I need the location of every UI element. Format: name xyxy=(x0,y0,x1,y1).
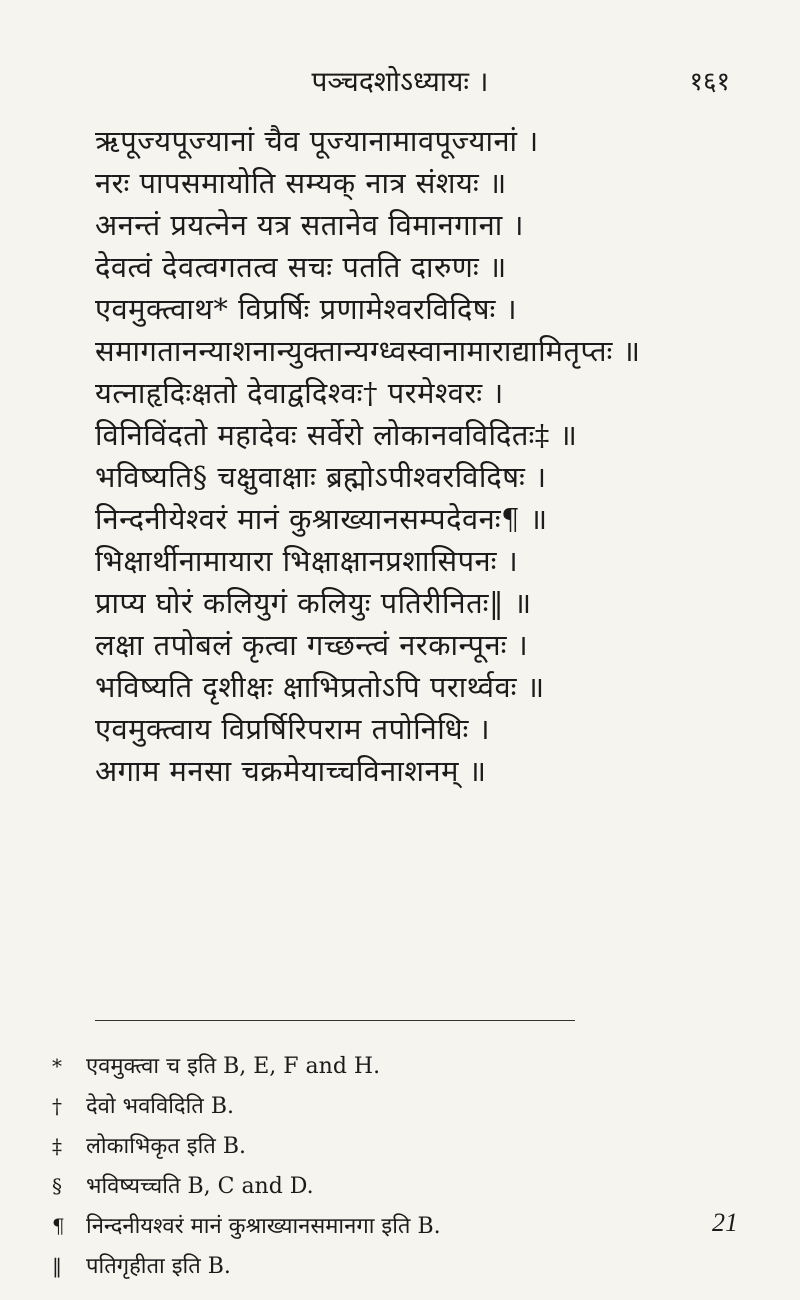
verse-line: निन्दनीयेश्वरं मानं कुश्राख्यानसम्पदेवनः¶ ॥ xyxy=(95,502,548,536)
footnote-text: निन्दनीयश्वरं मानं कुश्राख्यानसमानगा इति B. xyxy=(86,1214,441,1239)
footnote-text: देवो भवविदिति B. xyxy=(86,1094,235,1119)
verse-line: यत्नाहृदिःक्षतो देवाद्वदिश्वः† परमेश्वरः । xyxy=(95,376,504,410)
footnote xyxy=(52,1166,702,1206)
footnote-mark: § xyxy=(52,1174,62,1198)
chapter-title: पञ्चदशोऽध्यायः । xyxy=(311,65,489,98)
footnote xyxy=(52,1086,702,1126)
verse-line: ऋपूज्यपूज्यानां चैव पूज्यानामावपूज्यानां । xyxy=(95,124,539,158)
verse-line: विनिविंदतो महादेवः सर्वेरो लोकानवविदितः‡ ॥ xyxy=(95,418,578,452)
running-head xyxy=(0,58,800,108)
verse-line: अगाम मनसा चक्रमेयाच्चविनाशनम् ॥ xyxy=(95,754,487,788)
footnote-mark: † xyxy=(52,1094,62,1118)
footnote-text: पतिगृहीता इति B. xyxy=(86,1254,231,1279)
footnote-mark: * xyxy=(52,1054,62,1078)
footnote-text: लोकाभिकृत इति B. xyxy=(86,1134,246,1159)
footnote xyxy=(52,1046,702,1086)
verse-block xyxy=(95,120,695,792)
page-number: 21 xyxy=(712,1208,738,1237)
verse-line: अनन्तं प्रयत्नेन यत्र सतानेव विमानगाना । xyxy=(95,208,524,242)
footnotes xyxy=(52,1046,702,1286)
verse-line: समागतानन्याशनान्युक्तान्यग्ध्वस्वानामाराद्यामितृप्तः ॥ xyxy=(95,334,641,368)
verse-line: एवमुक्त्वाथ* विप्रर्षिः प्रणामेश्वरविदिषः । xyxy=(95,292,518,326)
verse-line: नरः पापसमायोति सम्यक् नात्र संशयः ॥ xyxy=(95,166,507,200)
footnote-text: भविष्यच्चति B, C and D. xyxy=(86,1174,314,1199)
footnote-mark: ¶ xyxy=(52,1214,65,1238)
footnote-mark: ‡ xyxy=(52,1134,62,1158)
verse-line: लक्षा तपोबलं कृत्वा गच्छन्त्वं नरकान्पूनः । xyxy=(95,628,529,662)
verse-line: एवमुक्त्वाय विप्रर्षिरिपराम तपोनिधिः । xyxy=(95,712,491,746)
verse-line: भिक्षार्थीनामायारा भिक्षाक्षानप्रशासिपनः । xyxy=(95,544,519,578)
verse-line: भविष्यति दृशीक्षः क्षाभिप्रतोऽपि परार्थ्ववः ॥ xyxy=(95,670,545,704)
verse-line: भविष्यति§ चक्षुवाक्षाः ब्रह्मोऽपीश्वरविदिषः । xyxy=(95,460,547,494)
footnote-text: एवमुक्त्वा च इति B, E, F and H. xyxy=(86,1054,381,1079)
folio-number: १६१ xyxy=(689,67,730,97)
verse-line: प्राप्य घोरं कलियुगं कलियुः पतिरीनितः‖ ॥ xyxy=(95,586,532,620)
footnote xyxy=(52,1246,702,1286)
footnote-divider xyxy=(95,1020,575,1021)
footnote-mark: ‖ xyxy=(52,1254,62,1278)
footnote xyxy=(52,1126,702,1166)
footnote xyxy=(52,1206,702,1246)
verse-line: देवत्वं देवत्वगतत्व सचः पतति दारुणः ॥ xyxy=(95,250,507,284)
